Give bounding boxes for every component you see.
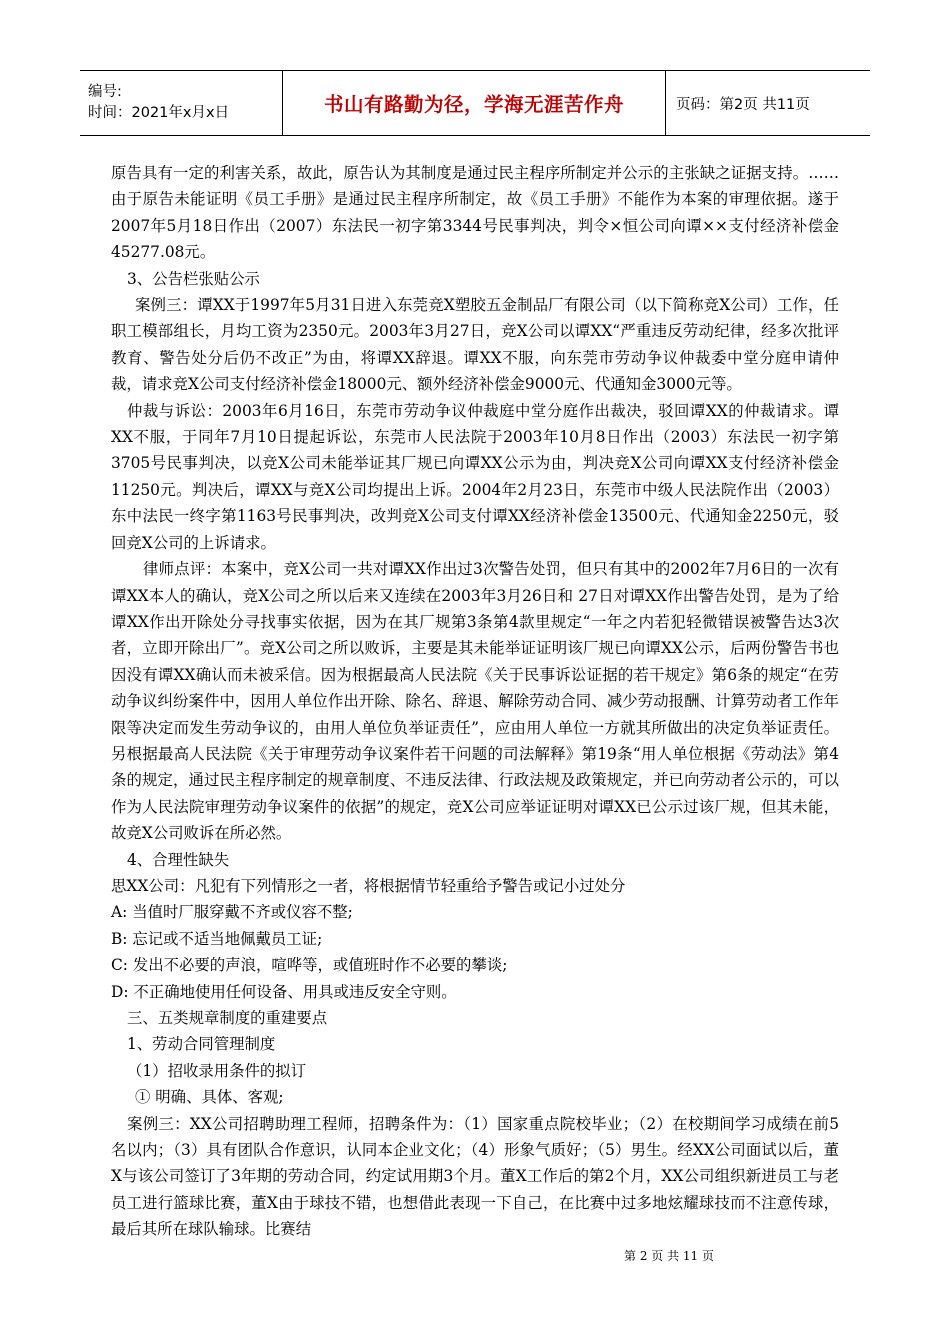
body-paragraph: 案例三：谭XX于1997年5月31日进入东莞竞X塑胶五金制品厂有限公司（以下简称竞X公司）工作，任职工模部组长，月均工资为2350元。2003年3月27日，竞X公司以谭XX“严重违反劳动纪律，经多次批评教育、警告处分后仍不改正”为由，将谭XX辞退。谭XX不服，向东莞市劳动争议仲裁委中堂分庭申请仲裁，请求竞X公司支付经济补偿金18000元、额外经济补偿金9000元、代通知金3000元等。 [111, 296, 839, 394]
page-header [80, 70, 870, 136]
body-paragraph: 思XX公司：凡犯有下列情形之一者，将根据情节轻重给予警告或记小过处分 [111, 876, 626, 895]
body-paragraph: 3、公告栏张贴公示 [127, 269, 260, 288]
body-paragraph: D: 不正确地使用任何设备、用具或违反安全守则。 [111, 982, 457, 1001]
header-meta [80, 71, 283, 135]
body-paragraph: （1）招收录用条件的拟订 [127, 1061, 307, 1080]
body-paragraph: 案例三：XX公司招聘助理工程师，招聘条件为：（1）国家重点院校毕业；（2）在校期间学习成绩在前5名以内；（3）具有团队合作意识，认同本企业文化；（4）形象气质好；（5）男生。经XX公司面试以后，董X与该公司签订了3年期的劳动合同，约定试用期3个月。董X工作后的第2个月，XX公司组织新进员工与老员工进行篮球比赛，董X由于球技不错，也想借此表现一下自己，在比赛中过多地炫耀球技而不注意传球，最后其所在球队输球。比赛结 [111, 1114, 839, 1239]
header-page-info: 页码：第2页 共11页 [676, 96, 810, 113]
header-page-cell [666, 71, 870, 135]
body-paragraph: A: 当值时厂服穿戴不齐或仪容不整; [111, 903, 353, 922]
document-time-label: 时间：2021年x月x日 [88, 105, 230, 121]
page-footer: 第 2 页 共 11 页 [624, 1249, 714, 1263]
document-number-label: 编号: [88, 84, 122, 100]
body-paragraph: 三、五类规章制度的重建要点 [127, 1009, 328, 1027]
body-paragraph: 原告具有一定的利害关系，故此，原告认为其制度是通过民主程序所制定并公示的主张缺之证据支持。……由于原告未能证明《员工手册》是通过民主程序所制定，故《员工手册》不能作为本案的审理依据。遂于2007年5月18日作出（2007）东法民一初字第3344号民事判决，判令×恒公司向谭××支付经济补偿金45277.08元。 [111, 164, 839, 262]
header-motto: 书山有路勤为径，学海无涯苦作舟 [323, 93, 624, 116]
body-paragraph: B: 忘记或不适当地佩戴员工证; [111, 929, 323, 948]
body-paragraph: C: 发出不必要的声浪，喧哗等，或值班时作不必要的攀谈; [111, 956, 508, 975]
document-body [111, 160, 839, 1243]
body-paragraph: 律师点评：本案中，竞X公司一共对谭XX作出过3次警告处罚，但只有其中的2002年7月6日的一次有谭XX本人的确认，竞X公司之所以后来又连续在2003年3月26日和 27日对谭XX作出警告处罚，是为了给谭XX作出开除处分寻找事实依据，因为在其厂规第3条第4款里规定“一年之内若犯轻微错误被警告达3次者，立即开除出厂”。竞X公司之所以败诉，主要是其未能举证证明该厂规已向谭XX公示，后两份警告书也因没有谭XX确认而未被采信。因为根据最高人民法院《关于民事诉讼证据的若干规定》第6条的规定“在劳动争议纠纷案件中，因用人单位作出开除、除名、辞退、解除劳动合同、减少劳动报酬、计算劳动者工作年限等决定而发生劳动争议的，由用人单位负举证责任”，应由用人单位一方就其所做出的决定负举证责任。另根据最高人民法院《关于审理劳动争议案件若干问题的司法解释》第19条“用人单位根据《劳动法》第4条的规定，通过民主程序制定的规章制度、不违反法律、行政法规及政策规定，并已向劳动者公示的，可以作为人民法院审理劳动争议案件的依据”的规定，竞X公司应举证证明对谭XX已公示过该厂规，但其未能，故竞X公司败诉在所必然。 [111, 560, 839, 843]
body-paragraph: ① 明确、具体、客观; [135, 1088, 284, 1107]
body-paragraph: 仲裁与诉讼：2003年6月16日，东莞市劳动争议仲裁庭中堂分庭作出裁决，驳回谭XX的仲裁请求。谭XX不服，于同年7月10日提起诉讼，东莞市人民法院于2003年10月8日作出（2003）东法民一初字第3705号民事判决，以竞X公司未能举证其厂规已向谭XX公示为由，判决竞X公司向谭XX支付经济补偿金11250元。判决后，谭XX与竞X公司均提出上诉。2004年2月23日，东莞市中级人民法院作出（2003）东中法民一终字第1163号民事判决，改判竞X公司支付谭XX经济补偿金13500元、代通知金2250元，驳回竞X公司的上诉请求。 [111, 401, 839, 552]
body-paragraph: 1、劳动合同管理制度 [127, 1035, 276, 1054]
body-paragraph: 4、合理性缺失 [127, 850, 230, 869]
header-motto-cell [283, 71, 666, 135]
